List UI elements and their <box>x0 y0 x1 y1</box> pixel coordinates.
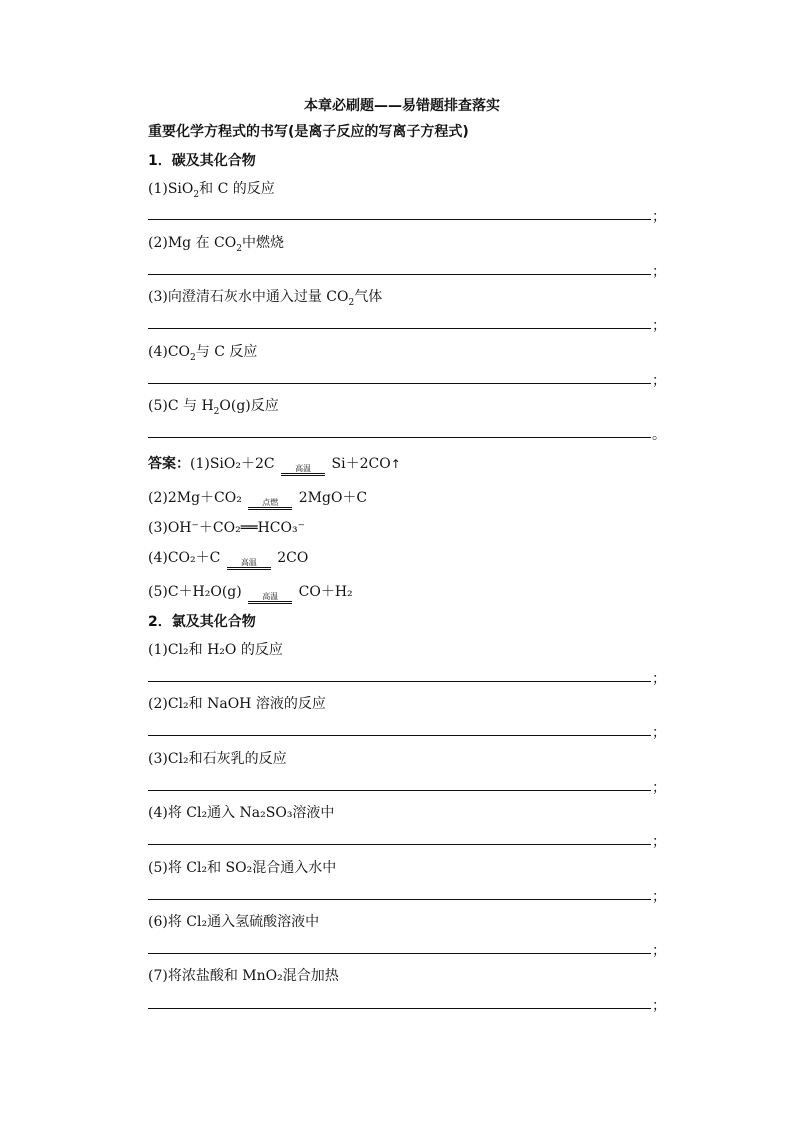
question-2-1 <box>148 641 283 659</box>
line-end-punct: ； <box>652 998 666 1014</box>
question-text: Cl₂和 H₂O 的反应 <box>167 642 283 658</box>
answer-line-4 <box>148 549 308 570</box>
line-end-punct: ； <box>652 264 666 280</box>
question-number: (7) <box>148 968 168 984</box>
answer-blank-1-4[interactable] <box>148 383 651 384</box>
equals-bar <box>248 507 292 510</box>
answer-line-2 <box>148 489 367 510</box>
question-number: (4) <box>148 805 168 821</box>
question-text: 将浓盐酸和 MnO₂混合加热 <box>167 968 339 984</box>
question-number: (5) <box>148 398 168 414</box>
question-text: C 与 H <box>167 398 214 414</box>
section-heading-chlorine: 2．氯及其化合物 <box>148 614 256 630</box>
line-end-punct: 。 <box>652 427 666 443</box>
section-heading-carbon: 1．碳及其化合物 <box>148 153 256 169</box>
equation-text: (3)OH⁻＋CO₂══HCO₃⁻ <box>148 520 305 536</box>
question-text: 将 Cl₂通入氢硫酸溶液中 <box>167 914 320 930</box>
question-number: (4) <box>148 344 168 360</box>
question-1-1 <box>148 180 275 204</box>
question-number: (6) <box>148 914 168 930</box>
question-2-5 <box>148 859 336 877</box>
question-text: Mg 在 CO <box>167 235 237 251</box>
answer-blank-2-4[interactable] <box>148 844 651 845</box>
question-1-4 <box>148 343 257 367</box>
question-text: 中燃烧 <box>241 235 284 251</box>
equals-bar <box>248 601 292 604</box>
line-end-punct: ； <box>652 209 666 225</box>
line-end-punct: ； <box>652 671 666 687</box>
equals-bar <box>281 473 325 476</box>
answer-blank-1-5[interactable] <box>148 437 651 438</box>
answer-line-3 <box>148 519 305 537</box>
question-2-3 <box>148 750 287 768</box>
question-1-3 <box>148 288 382 312</box>
question-text: SiO <box>167 181 194 197</box>
equation-rhs: 2MgO＋C <box>298 490 368 506</box>
equation-rhs: 2CO <box>277 550 309 566</box>
question-text: 将 Cl₂通入 Na₂SO₃溶液中 <box>167 805 335 821</box>
answer-blank-2-1[interactable] <box>148 681 651 682</box>
question-text: O(g)反应 <box>219 398 279 414</box>
answer-line-1 <box>148 455 401 476</box>
subscript: 2 <box>193 189 200 200</box>
line-end-punct: ； <box>652 889 666 905</box>
answer-line-5 <box>148 583 353 604</box>
reaction-arrow <box>248 592 292 604</box>
gas-arrow-icon: ↑ <box>390 457 401 471</box>
answer-blank-1-3[interactable] <box>148 328 651 329</box>
reaction-arrow <box>227 558 271 570</box>
equation-lhs: (5)C＋H₂O(g) <box>148 584 242 600</box>
subscript: 2 <box>190 352 196 363</box>
equation-rhs: CO＋H₂ <box>298 584 353 600</box>
equation-rhs: Si＋2CO <box>331 456 391 472</box>
answer-blank-2-7[interactable] <box>148 1008 651 1009</box>
question-number: (5) <box>148 860 168 876</box>
question-number: (1) <box>148 642 168 658</box>
question-1-2 <box>148 234 284 258</box>
equation-lhs: (2)2Mg＋CO₂ <box>148 490 242 506</box>
question-text: 与 C 反应 <box>195 344 258 360</box>
subscript: 2 <box>348 297 355 308</box>
reaction-condition: 高温 <box>295 464 312 473</box>
subscript: 2 <box>213 406 220 417</box>
reaction-condition: 高温 <box>240 558 257 567</box>
answer-blank-1-2[interactable] <box>148 274 651 275</box>
question-text: 气体 <box>354 289 383 305</box>
line-end-punct: ； <box>652 943 666 959</box>
question-text: 和 C 的反应 <box>199 181 275 197</box>
answer-blank-2-2[interactable] <box>148 735 651 736</box>
question-number: (2) <box>148 696 168 712</box>
question-number: (3) <box>148 751 168 767</box>
equals-bar <box>227 567 271 570</box>
question-text: Cl₂和 NaOH 溶液的反应 <box>167 696 326 712</box>
question-text: CO <box>167 344 191 360</box>
answer-label: 答案： <box>148 456 190 472</box>
reaction-condition: 点燃 <box>262 498 279 507</box>
question-number: (1) <box>148 181 168 197</box>
question-2-4 <box>148 804 334 822</box>
answer-blank-2-3[interactable] <box>148 790 651 791</box>
question-number: (2) <box>148 235 168 251</box>
question-2-2 <box>148 695 326 713</box>
question-text: Cl₂和石灰乳的反应 <box>167 751 287 767</box>
question-number: (3) <box>148 289 168 305</box>
page-title: 本章必刷题——易错题排查落实 <box>304 98 500 114</box>
answer-blank-2-6[interactable] <box>148 953 651 954</box>
reaction-condition: 高温 <box>262 592 279 601</box>
question-2-6 <box>148 913 319 931</box>
line-end-punct: ； <box>652 318 666 334</box>
question-text: 向澄清石灰水中通入过量 CO <box>167 289 349 305</box>
line-end-punct: ； <box>652 373 666 389</box>
equation-lhs: (4)CO₂＋C <box>148 550 221 566</box>
subscript: 2 <box>236 243 242 254</box>
equation-lhs: (1)SiO₂＋2C <box>190 456 275 472</box>
question-2-7 <box>148 967 339 985</box>
line-end-punct: ； <box>652 725 666 741</box>
question-text: 将 Cl₂和 SO₂混合通入水中 <box>167 860 337 876</box>
reaction-arrow <box>281 464 325 476</box>
instruction-subtitle: 重要化学方程式的书写(是离子反应的写离子方程式) <box>148 124 469 140</box>
reaction-arrow <box>248 498 292 510</box>
answer-blank-2-5[interactable] <box>148 899 651 900</box>
answer-blank-1-1[interactable] <box>148 219 651 220</box>
line-end-punct: ； <box>652 834 666 850</box>
question-1-5 <box>148 397 279 421</box>
line-end-punct: ； <box>652 780 666 796</box>
